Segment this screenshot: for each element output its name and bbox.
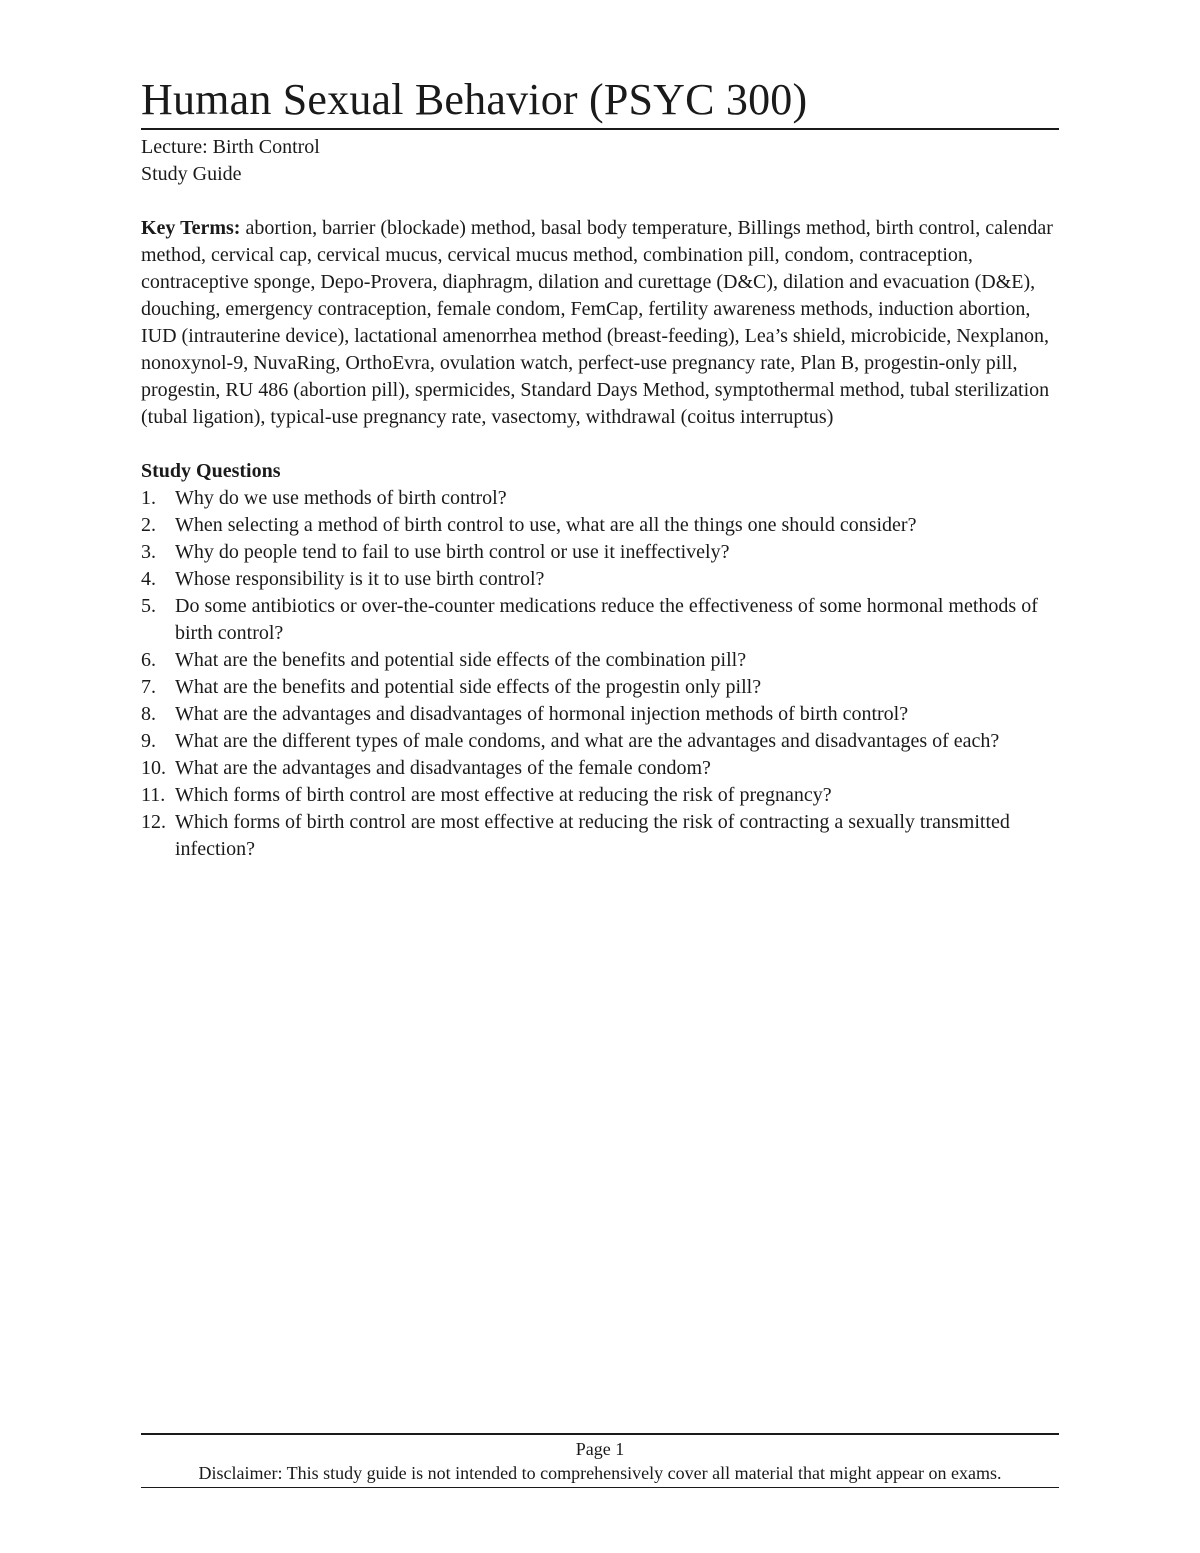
footer-bottom-divider	[141, 1487, 1059, 1488]
question-item	[141, 728, 1059, 755]
page-number: Page 1	[575, 1439, 625, 1459]
question-item	[141, 755, 1059, 782]
question-item	[141, 809, 1059, 863]
question-text: What are the benefits and potential side effects of the progestin only pill?	[175, 676, 762, 698]
document-title: Human Sexual Behavior (PSYC 300)	[141, 75, 808, 124]
question-text: Why do we use methods of birth control?	[175, 487, 507, 509]
title-divider	[141, 128, 1059, 130]
study-questions-list	[141, 485, 1059, 863]
question-item	[141, 701, 1059, 728]
question-number: 12.	[141, 811, 166, 833]
question-number: 8.	[141, 703, 156, 725]
question-item	[141, 674, 1059, 701]
footer-divider	[141, 1433, 1059, 1435]
question-number: 7.	[141, 676, 156, 698]
question-number: 11.	[141, 784, 166, 806]
document-subtitle: Study Guide	[141, 163, 242, 185]
document-page	[141, 72, 1059, 863]
question-item	[141, 512, 1059, 539]
question-number: 5.	[141, 595, 156, 617]
question-text: What are the advantages and disadvantages of the female condom?	[175, 757, 711, 779]
question-item	[141, 647, 1059, 674]
question-item	[141, 593, 1059, 647]
question-item	[141, 539, 1059, 566]
question-text: What are the different types of male condoms, and what are the advantages and disadvantages of each?	[175, 730, 1000, 752]
question-text: Why do people tend to fail to use birth control or use it ineffectively?	[175, 541, 730, 563]
question-text: What are the benefits and potential side effects of the combination pill?	[175, 649, 747, 671]
question-number: 1.	[141, 487, 156, 509]
study-questions-heading: Study Questions	[141, 460, 281, 482]
question-item	[141, 782, 1059, 809]
disclaimer-text: Disclaimer: This study guide is not intended to comprehensively cover all material that might appear on exams.	[198, 1463, 1002, 1483]
question-text: When selecting a method of birth control to use, what are all the things one should consider?	[175, 514, 917, 536]
key-terms-label: Key Terms:	[141, 217, 241, 239]
question-text: Do some antibiotics or over-the-counter medications reduce the effectiveness of some hormonal methods of birth control?	[175, 595, 1038, 644]
page-footer	[141, 1433, 1059, 1488]
question-number: 9.	[141, 730, 156, 752]
question-number: 6.	[141, 649, 156, 671]
key-terms-paragraph	[141, 215, 1059, 431]
question-text: What are the advantages and disadvantages of hormonal injection methods of birth control?	[175, 703, 909, 725]
key-terms-text: abortion, barrier (blockade) method, basal body temperature, Billings method, birth control, calendar method, cervical cap, cervical mucus, cervical mucus method, combination pill, condom, contraception, contraceptive sponge, Depo-Provera, diaphragm, dilation and curettage (D&C), dilation and evacuation (D&E), douching, emergency contraception, female condom, FemCap, fertility awareness methods, induction abortion, IUD (intrauterine device), lactational amenorrhea method (breast-feeding), Lea’s shield, microbicide, Nexplanon, nonoxynol-9, NuvaRing, OrthoEvra, ovulation watch, perfect-use pregnancy rate, Plan B, progestin-only pill, progestin, RU 486 (abortion pill), spermicides, Standard Days Method, symptothermal method, tubal sterilization (tubal ligation), typical-use pregnancy rate, vasectomy, withdrawal (coitus interruptus)	[141, 217, 1053, 428]
question-number: 4.	[141, 568, 156, 590]
question-text: Which forms of birth control are most effective at reducing the risk of contracting a sexually transmitted infection?	[175, 811, 1010, 860]
question-number: 2.	[141, 514, 156, 536]
question-text: Whose responsibility is it to use birth control?	[175, 568, 545, 590]
question-number: 3.	[141, 541, 156, 563]
question-number: 10.	[141, 757, 166, 779]
lecture-line: Lecture: Birth Control	[141, 136, 320, 158]
question-item	[141, 566, 1059, 593]
question-item	[141, 485, 1059, 512]
question-text: Which forms of birth control are most effective at reducing the risk of pregnancy?	[175, 784, 832, 806]
